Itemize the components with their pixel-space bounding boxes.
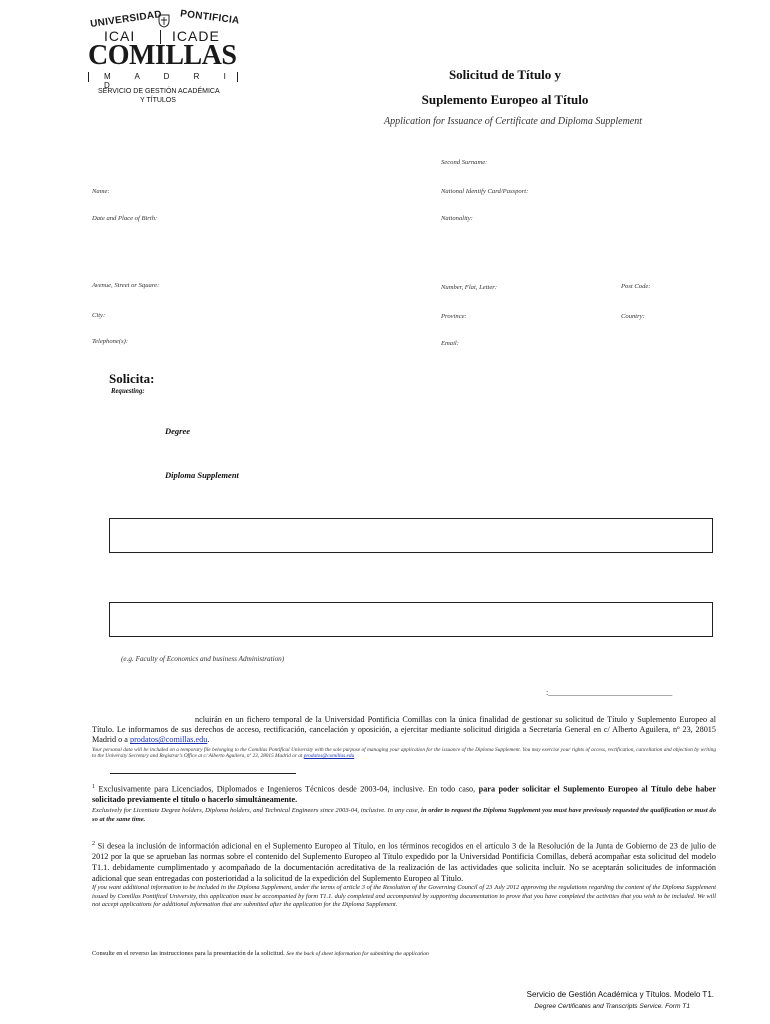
request-subheading: Requesting: [111,388,145,395]
footer-line-1: Servicio de Gestión Académica y Títulos. Modelo T1. [526,990,714,999]
logo-department-2: Y TÍTULOS [140,97,176,104]
field-date-place-birth[interactable]: Date and Place of Birth: [92,215,158,222]
footnote-1-bold-es: para poder solicitar el Suplemento Europeo al Título debe haber solicitado previamente el título o hacerlo simultáneamente. [92,784,717,805]
signature-line[interactable]: :_______________________________ [546,688,673,697]
field-national-id[interactable]: National Identify Card/Passport: [441,188,529,195]
footer-line-2: Degree Certificates and Transcripts Service. Form T1 [534,1003,690,1010]
request-heading: Solicita: [109,371,155,386]
title-line-2: Suplemento Europeo al Título [421,92,589,107]
privacy-email-link-en[interactable]: prodatos@comillas.edu [303,753,355,760]
privacy-text-en: Your personal data will be included on a temporary file belonging to the Comillas Pontifical University with the sole purpose of managing your application for the issuance of the Diploma Supplement. You may exercise your rights of access, rectification, cancellation and objection by writing to the University Secretary and Registrar's Office at c/ Alberto Aguilera, nº 23, 28015 Madrid or at [92,746,716,760]
privacy-notice: ncluirán en un fichero temporal de la Universidad Pontificia Comillas con la única finalidad de gestionar su solicitud de Título y Suplemento Europeo al Título. Le informamos de sus derechos de acceso, rectificación, cancelación y oposición, a ejercitar mediante solicitud dirigida a Secretaría General en c/ Alberto Aguilera, nº 23, 28015 Madrid o a prodatos@comillas.edu. Your personal data will be included on a temporary file belonging to the Comillas Pontifical University with the sole purpose of managing your application for the issuance of the Diploma Supplement. You may exercise your rights of access, rectification, cancellation and objection by writing to the University Secretary and Registrar's Office at c/ Alberto Aguilera, nº 23, 28015 Madrid or at prodatos@comillas.edu [92,715,716,760]
logo-icade: ICADE [172,28,220,44]
university-logo [88,10,240,110]
footnote-separator [110,773,296,774]
field-post-code[interactable]: Post Code: [621,283,651,290]
footnote-1 [92,782,716,824]
footnote-2-text-es: Si desea la inclusión de información adicional en el Suplemento Europeo al Título, en los términos recogidos en el artículo 3 de la Resolución de la Junta de Gobierno de 23 de julio de 2012 por la que se aprueban las normas sobre el contenido del Suplemento Europeo al Título expedido por la Universidad Pontificia Comillas, deberá acompañar esta solicitud del modelo T1.1. debidamente cumplimentado y acompañado de la documentación acreditativa de la realización de las actividades que solicita incluir. No se aceptarán solicitudes de información adicional que sean entregadas con posterioridad a la solicitud de la expedición del Suplemento Europeo al Título. [92,841,716,883]
request-diploma-option[interactable]: Diploma Supplement [165,470,239,480]
logo-icai: ICAI [104,28,136,44]
field-second-surname[interactable]: Second Surname: [441,159,488,166]
logo-city: M A D R I D [104,72,237,90]
privacy-text-es: ncluirán en un fichero temporal de la Universidad Pontificia Comillas con la única finalidad de gestionar su solicitud de Título y Suplemento Europeo al Título. Le informamos de sus derechos de acceso, rectificación, cancelación y oposición, a ejercitar mediante solicitud dirigida a Secretaría General en c/ Alberto Aguilera, nº 23, 28015 Madrid o a [92,715,716,745]
field-city[interactable]: City: [92,312,106,319]
instructions-es: Consulte en el reverso las instrucciones para la presentación de la solicitud. [92,950,287,957]
field-country[interactable]: Country: [621,313,645,320]
footnote-1-mark: 1 [92,784,95,790]
footnote-1-text-en: Exclusively for Licentiate Degree holders, Diploma holders, and Technical Engineers since 2003-04, inclusive. In any case, [92,806,422,814]
logo-department: SERVICIO DE GESTIÓN ACADÉMICA [98,88,220,95]
degree-input-box[interactable] [109,518,713,553]
field-email[interactable]: Email: [441,340,459,347]
logo-comillas: COMILLAS [88,40,237,71]
field-name[interactable]: Name: [92,188,110,195]
instructions-note [92,950,429,957]
logo-pontificia: PONTIFICIA [179,8,241,27]
field-nationality[interactable]: Nationality: [441,215,473,222]
field-number[interactable]: Number, Flat, Letter: [441,284,498,291]
footnote-1-text-es: Exclusivamente para Licenciados, Diplomados e Ingenieros Técnicos desde 2003-04, inclusive. En todo caso, [98,784,479,794]
title-line-1: Solicitud de Título y [448,67,562,82]
faculty-example: (e.g. Faculty of Economics and business Administration) [121,655,285,663]
logo-universidad: UNIVERSIDAD [89,9,163,30]
field-province[interactable]: Province: [441,313,467,320]
privacy-email-link[interactable]: prodatos@comillas.edu [129,735,208,745]
title-subtitle: Application for Issuance of Certificate and Diploma Supplement [383,116,643,127]
logo-shield-icon [158,14,170,28]
field-avenue[interactable]: Avenue, Street or Square: [92,282,160,289]
instructions-en: See the back of sheet information for submitting the application [286,951,429,957]
footnote-2-mark: 2 [92,841,95,847]
faculty-input-box[interactable] [109,602,713,637]
footnote-2 [92,839,716,909]
footnote-2-text-en: If you want additional information to be included in the Diploma Supplement, under the terms of article 3 of the Resolution of the Governing Council of 23 July 2012 approving the regulations regarding the content of the Diploma Supplement issued by Comillas Pontifical University, this application must be accompanied by form T1.1. duly completed and accompanied by supporting documentation to prove that you have completed the activities that you wish to be included. We will not accept applications for additional information that are submitted after the application for the Diploma Supplement. [92,884,716,908]
footnote-1-bold-en: in order to request the Diploma Supplement you must have previously requested the qualification or must do so at the same time. [92,806,716,823]
request-degree-option[interactable]: Degree [165,426,191,436]
field-telephone[interactable]: Telephone(s): [92,338,129,345]
